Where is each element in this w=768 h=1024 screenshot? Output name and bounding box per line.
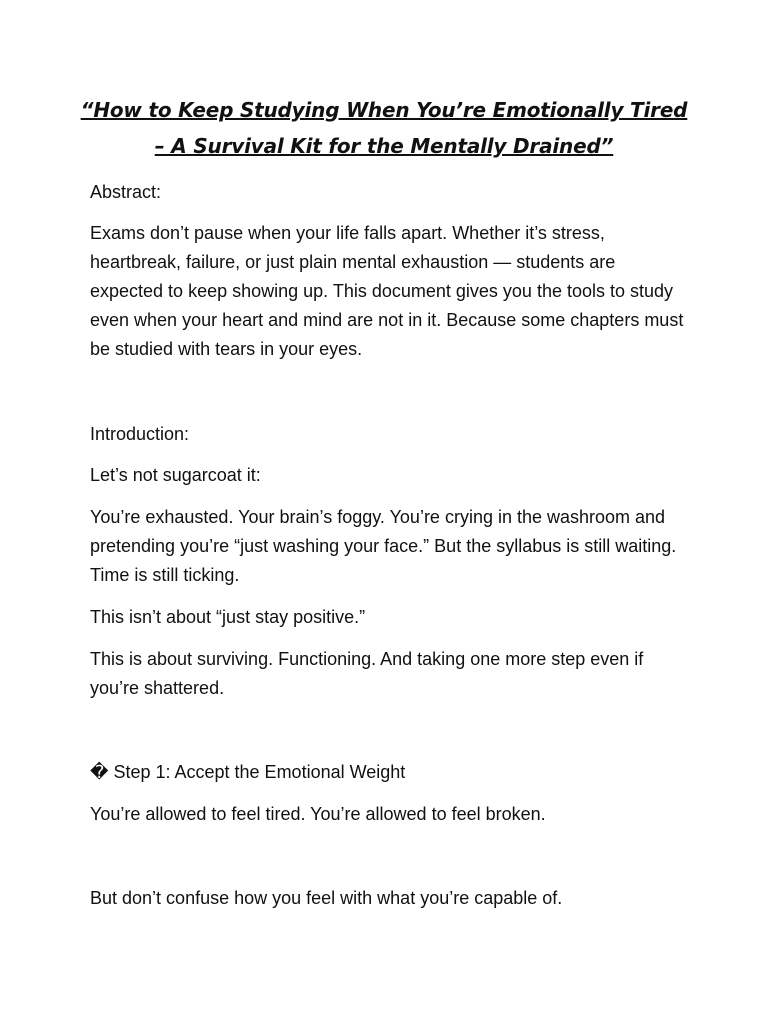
introduction-heading: Introduction: [90,424,190,444]
abstract-body: Exams don’t pause when your life falls apart. Whether it’s stress, heartbreak, failure, or just plain mental exhaustion — students are expected to keep showing up. This document gives you the tools to study even when your heart and mind are not in it. Because some chapters must be studied with tears in your eyes. [90,223,684,359]
abstract-heading: Abstract: [90,182,162,202]
intro-paragraph-3: This isn’t about “just stay positive.” [90,607,366,627]
title-line-1: “How to Keep Studying When You’re Emotionally Tired [80,98,688,122]
step-1-heading: � Step 1: Accept the Emotional Weight [90,762,406,782]
intro-paragraph-2: You’re exhausted. Your brain’s foggy. You’re crying in the washroom and pretending you’re “just washing your face.” But the syllabus is still waiting. Time is still ticking. [90,507,677,585]
intro-paragraph-4: This is about surviving. Functioning. And taking one more step even if you’re shattered. [90,649,644,698]
intro-paragraph-1: Let’s not sugarcoat it: [90,465,261,485]
document-title [60,92,708,164]
step-1-paragraph-2: But don’t confuse how you feel with what you’re capable of. [90,888,563,908]
title-line-2: – A Survival Kit for the Mentally Drained” [154,134,614,158]
step-1-paragraph-1: You’re allowed to feel tired. You’re allowed to feel broken. [90,804,546,824]
